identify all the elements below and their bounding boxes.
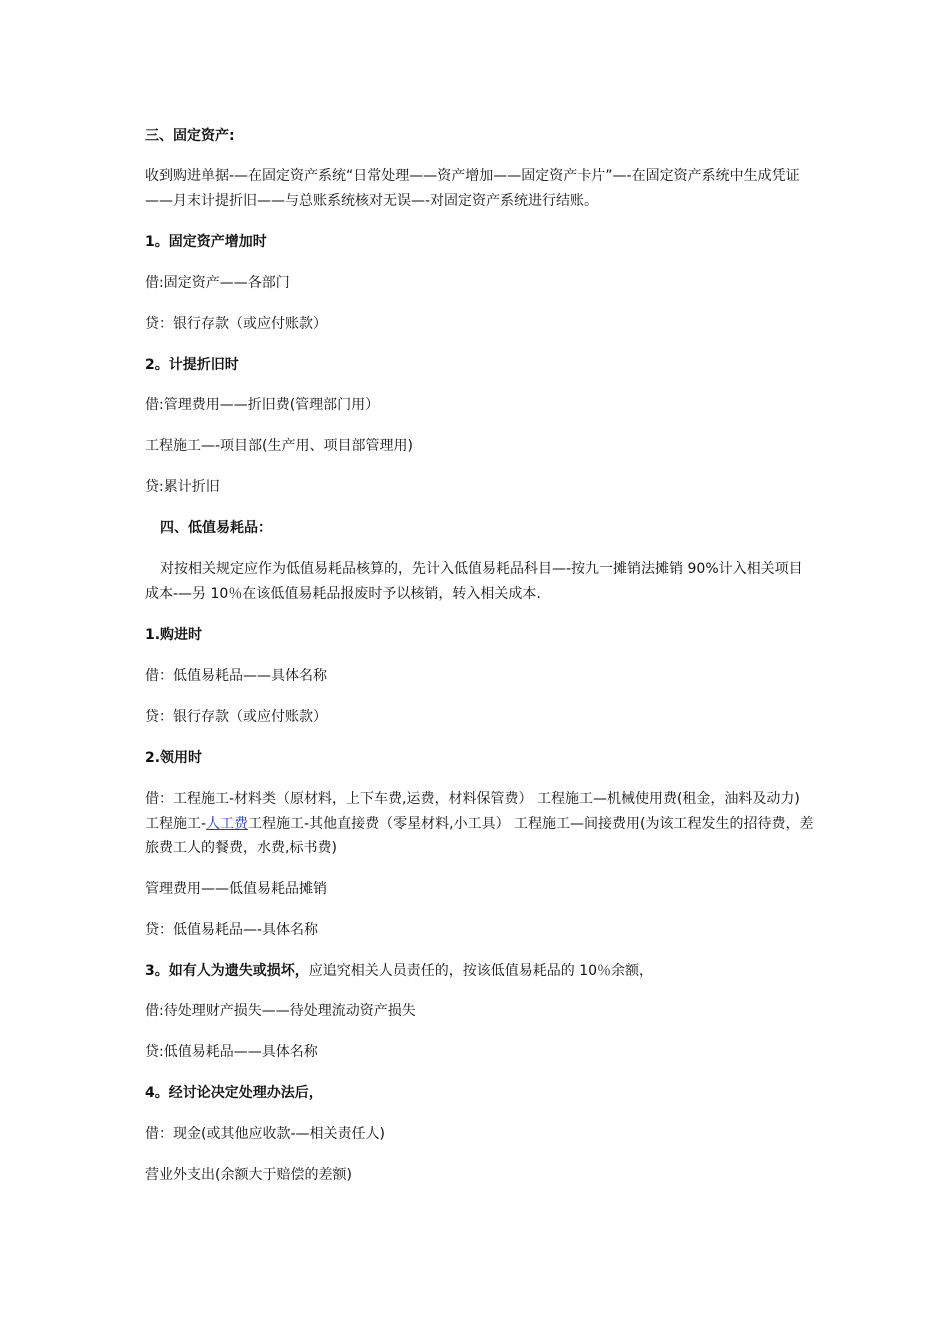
section-3-workflow: 收到购进单据-—在固定资产系统“日常处理——资产增加——固定资产卡片”—-在固定资产系统中生成凭证——月末计提折旧——与总账系统核对无误—-对固定资产系统进行结账。: [145, 168, 800, 209]
section-4-3-heading: [145, 959, 815, 983]
section-3-1-heading: 1。固定资产增加时: [145, 234, 267, 250]
section-3-2-debit-2: 工程施工—-项目部(生产用、项目部管理用): [145, 438, 413, 454]
section-4-1-credit: 贷：银行存款（或应付账款）: [145, 709, 327, 725]
section-4-2-heading: 2.领用时: [145, 750, 203, 766]
section-4-3-credit: 贷:低值易耗品——具体名称: [145, 1044, 318, 1060]
section-3-heading: 三、固定资产:: [145, 128, 235, 144]
section-3-2-debit: 借:管理费用——折旧费(管理部门用）: [145, 397, 380, 413]
section-4-3-title: 3。如有人为遗失或损坏，: [145, 963, 309, 979]
section-3-1-credit: 贷：银行存款（或应付账款）: [145, 316, 327, 332]
labor-cost-link[interactable]: 人工费: [206, 815, 249, 832]
section-4-2-debit-2: 管理费用——低值易耗品摊销: [145, 881, 327, 897]
section-4-description: 对按相关规定应作为低值易耗品核算的，先计入低值易耗品科目—-按九一摊销法摊销 90%计入相关项目成本-—另 10％在该低值易耗品报废时予以核销，转入相关成本.: [145, 561, 803, 602]
section-4-4-debit: 借：现金(或其他应收款-—相关责任人): [145, 1126, 385, 1142]
section-4-3-debit: 借:待处理财产损失——待处理流动资产损失: [145, 1003, 416, 1019]
section-4-2-debit: [145, 787, 815, 861]
section-4-2-credit: 贷：低值易耗品—-具体名称: [145, 922, 319, 938]
section-3-2-heading: 2。计提折旧时: [145, 357, 239, 373]
section-4-1-debit: 借：低值易耗品——具体名称: [145, 668, 327, 684]
section-4-1-heading: 1.购进时: [145, 627, 203, 643]
section-3-1-debit: 借:固定资产——各部门: [145, 275, 290, 291]
section-4-4-debit-2: 营业外支出(余额大于赔偿的差额): [145, 1167, 352, 1183]
debit-text-part-1: 借：工程施工-材料类（原材料，上下车费,运费，材料保管费） 工程施工—机械使用费(租金，油料及动力) 工程施工-: [145, 791, 800, 832]
section-3-2-credit: 贷:累计折旧: [145, 479, 220, 495]
section-4-heading: 四、低值易耗品：: [160, 520, 272, 536]
section-4-4-heading: 4。经讨论决定处理办法后，: [145, 1085, 323, 1101]
section-4-3-title-rest: 应追究相关人员责任的，按该低值易耗品的 10％余额，: [308, 963, 654, 979]
debit-text-part-2: 工程施工-其他直接费（零星材料,小工具） 工程施工—间接费用(为该工程发生的招待费，差旅费工人的餐费，水费,标书费): [145, 815, 814, 856]
